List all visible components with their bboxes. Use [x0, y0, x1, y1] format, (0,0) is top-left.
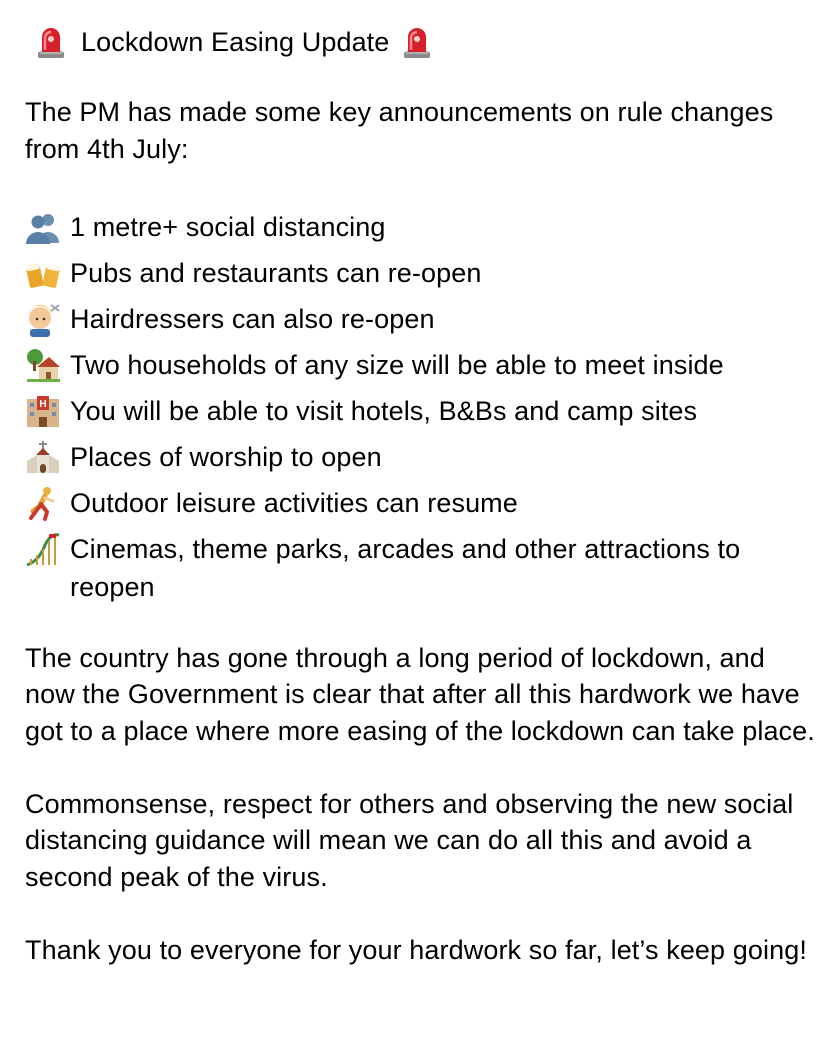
paragraph-commonsense: Commonsense, respect for others and observing the new social distancing guidance will mean we can do all this and avoid a second peak of the virus.: [25, 788, 794, 892]
list-item-text: 1 metre+ social distancing: [70, 211, 386, 242]
person-running-icon: [25, 485, 61, 521]
list-item-text: Pubs and restaurants can re-open: [70, 257, 482, 288]
list-item-text: Cinemas, theme parks, arcades and other attractions to reopen: [70, 533, 741, 602]
post-title-line: [35, 22, 815, 62]
paragraph-lockdown: The country has gone through a long period of lockdown, and now the Government is clear that after all this hardwork we have got to a place where more easing of the lockdown can take place.: [25, 642, 815, 746]
list-item-text: Outdoor leisure activities can resume: [70, 487, 518, 518]
beer-mugs-icon: [25, 255, 61, 291]
list-item: [25, 342, 815, 388]
list-item: [25, 434, 815, 480]
announcement-list: [25, 204, 815, 606]
police-car-light-icon: [35, 25, 67, 59]
police-car-light-icon: [401, 25, 433, 59]
list-item-text: Places of worship to open: [70, 441, 382, 472]
people-icon: [25, 209, 61, 245]
church-icon: [25, 439, 61, 475]
intro-paragraph: The PM has made some key announcements on rule changes from 4th July:: [25, 97, 774, 164]
list-item-text: Two households of any size will be able to meet inside: [70, 349, 724, 380]
list-item: [25, 526, 815, 606]
roller-coaster-icon: [25, 531, 61, 567]
list-item: [25, 250, 815, 296]
house-with-garden-icon: [25, 347, 61, 383]
post-body: [25, 22, 815, 968]
haircut-icon: [25, 301, 61, 337]
list-item-text: Hairdressers can also re-open: [70, 303, 435, 334]
list-item: [25, 480, 815, 526]
svg-text:H: H: [39, 398, 47, 410]
list-item: [25, 204, 815, 250]
hotel-icon: [25, 393, 61, 429]
list-item-text: You will be able to visit hotels, B&Bs and camp sites: [70, 395, 698, 426]
list-item: [25, 296, 815, 342]
post-title: Lockdown Easing Update: [81, 26, 390, 57]
paragraph-thank-you: Thank you to everyone for your hardwork so far, let’s keep going!: [25, 934, 807, 965]
list-item: [25, 388, 815, 434]
